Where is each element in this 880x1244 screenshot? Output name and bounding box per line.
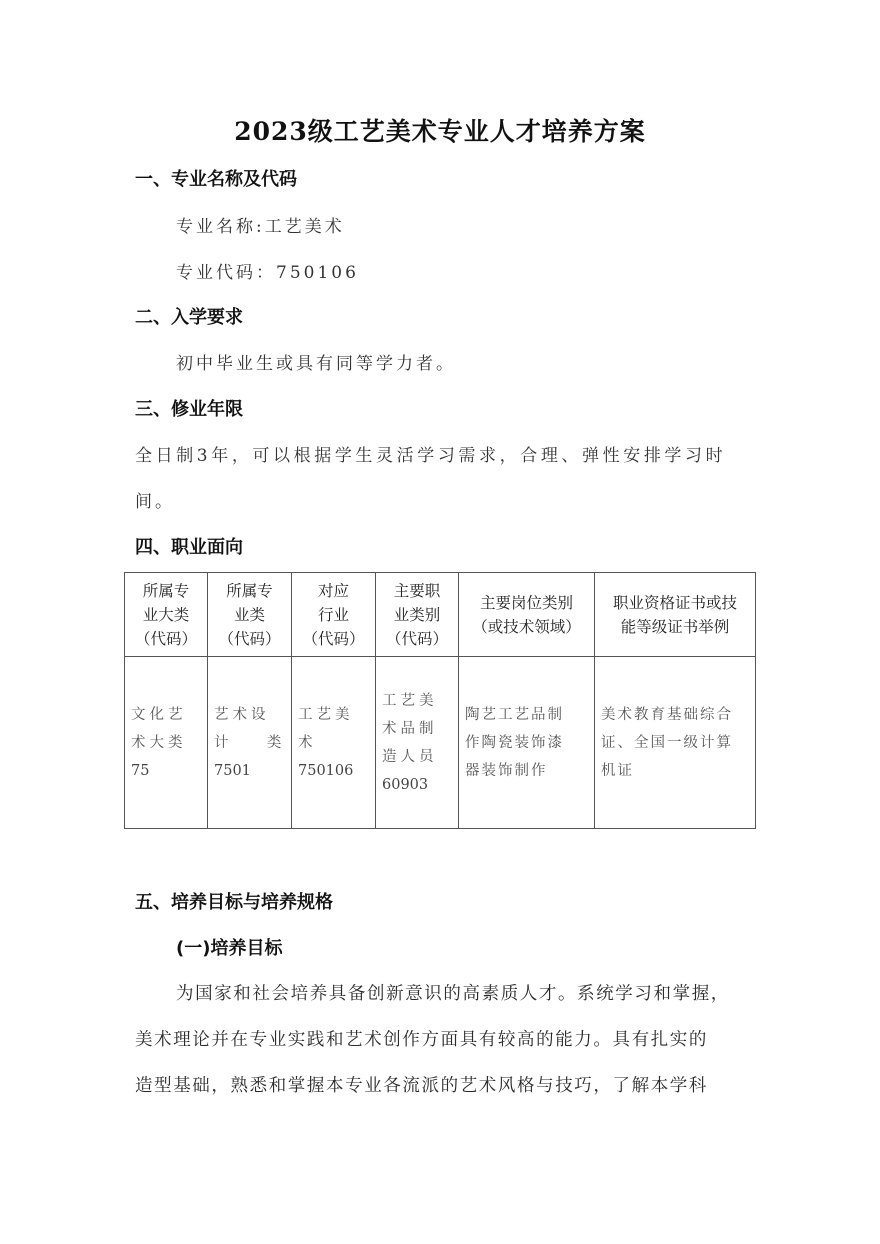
section-heading-1: 一、专业名称及代码 bbox=[135, 169, 297, 190]
major-code-line: 专业代码：750106 bbox=[176, 263, 359, 283]
cell-code: 7501 bbox=[214, 762, 251, 779]
cell-line: 术 bbox=[298, 734, 317, 751]
admission-requirement-text: 初中毕业生或具有同等学力者。 bbox=[176, 354, 456, 374]
header-cell bbox=[595, 573, 756, 657]
cell-line: 术大类 bbox=[131, 734, 187, 751]
training-goal-line-1: 为国家和社会培养具备创新意识的高素质人才。系统学习和掌握， bbox=[176, 984, 730, 1004]
table-cell bbox=[208, 657, 292, 829]
header-line: 业大类 bbox=[142, 605, 190, 624]
cell-line: 证、全国一级计算 bbox=[601, 734, 733, 751]
header-line: （代码） bbox=[218, 629, 281, 648]
cell-line: 工艺美 bbox=[298, 706, 354, 723]
table-cell bbox=[376, 657, 459, 829]
header-cell bbox=[208, 573, 292, 657]
table-cell bbox=[595, 657, 756, 829]
cell-line: 艺术设 bbox=[214, 706, 270, 723]
subsection-heading-training-goal: (一)培养目标 bbox=[176, 938, 283, 959]
table-row bbox=[125, 657, 756, 829]
header-cell bbox=[292, 573, 376, 657]
header-line: 业类别 bbox=[393, 605, 441, 624]
header-line: （代码） bbox=[302, 629, 365, 648]
table-cell bbox=[459, 657, 595, 829]
header-cell bbox=[376, 573, 459, 657]
header-line: 所属专 bbox=[142, 581, 190, 600]
header-line: 所属专 bbox=[226, 581, 273, 600]
header-line: 对应 bbox=[317, 581, 349, 600]
cell-line: 作陶瓷装饰漆 bbox=[465, 734, 564, 751]
cell-line: 造人员 bbox=[382, 748, 438, 765]
cell-line: 工艺美 bbox=[382, 692, 438, 709]
document-title: 2023级工艺美术专业人才培养方案 bbox=[234, 117, 646, 146]
study-duration-line-2: 间。 bbox=[135, 492, 175, 512]
header-line: 职业资格证书或技 bbox=[612, 593, 737, 612]
study-duration-line-1: 全日制3年，可以根据学生灵活学习需求，合理、弹性安排学习时 bbox=[135, 446, 727, 466]
section-heading-3: 三、修业年限 bbox=[135, 399, 243, 420]
header-line: （代码） bbox=[385, 629, 448, 648]
section-heading-5: 五、培养目标与培养规格 bbox=[135, 892, 333, 913]
header-line: 主要职 bbox=[393, 581, 441, 600]
cell-code: 750106 bbox=[298, 762, 354, 779]
table-cell bbox=[292, 657, 376, 829]
training-goal-line-3: 造型基础，熟悉和掌握本专业各流派的艺术风格与技巧，了解本学科 bbox=[135, 1076, 708, 1096]
cell-code: 60903 bbox=[382, 776, 429, 793]
cell-line: 陶艺工艺品制 bbox=[465, 706, 564, 723]
cell-line: 文化艺 bbox=[131, 706, 187, 723]
header-line: 业类 bbox=[233, 605, 265, 624]
section-heading-4: 四、职业面向 bbox=[135, 537, 243, 558]
table-header-row bbox=[125, 573, 756, 657]
header-cell bbox=[125, 573, 208, 657]
header-line: 主要岗位类别 bbox=[479, 593, 573, 612]
header-line: 能等级证书举例 bbox=[620, 617, 730, 636]
cell-line: 术品制 bbox=[382, 720, 438, 737]
header-line: （或技术领域） bbox=[472, 617, 581, 636]
training-goal-line-2: 美术理论并在专业实践和艺术创作方面具有较高的能力。具有扎实的 bbox=[135, 1030, 708, 1050]
section-heading-2: 二、入学要求 bbox=[135, 307, 243, 328]
career-orientation-table bbox=[124, 572, 756, 829]
cell-line: 计 类 bbox=[214, 734, 286, 751]
header-line: 行业 bbox=[317, 605, 349, 624]
table-cell bbox=[125, 657, 208, 829]
cell-line: 器装饰制作 bbox=[465, 762, 548, 779]
cell-line: 美术教育基础综合 bbox=[601, 706, 733, 723]
cell-code: 75 bbox=[131, 762, 150, 779]
major-name-line: 专业名称:工艺美术 bbox=[176, 217, 345, 237]
cell-line: 机证 bbox=[601, 762, 634, 779]
header-line: （代码） bbox=[134, 629, 197, 648]
header-cell bbox=[459, 573, 595, 657]
